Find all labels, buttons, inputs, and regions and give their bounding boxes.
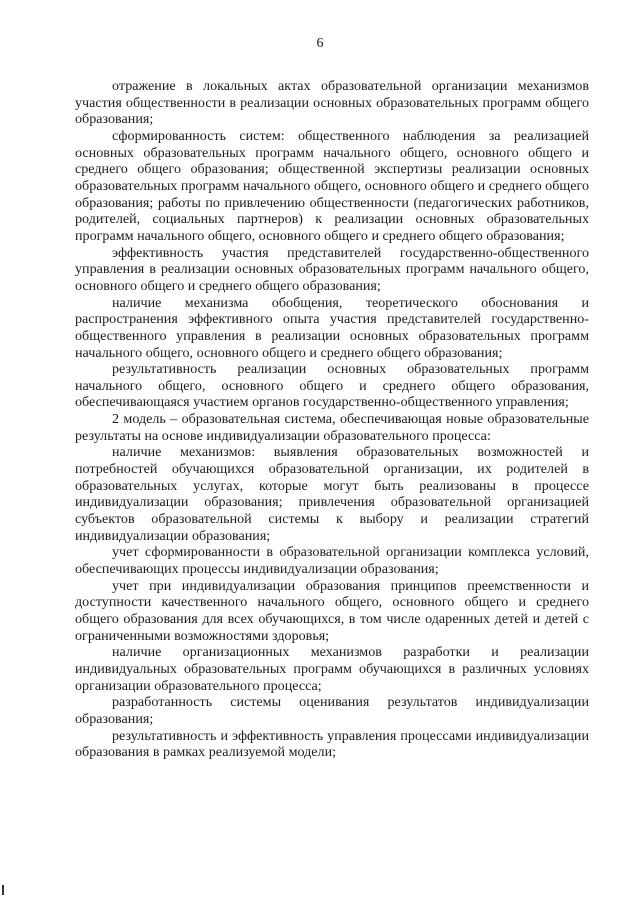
paragraph: результативность реализации основных образовательных программ начального общего, основного общего и среднего общего образования, обеспечивающаяся участием органов государственно-общественного управления;: [75, 361, 589, 411]
paragraph: 2 модель – образовательная система, обеспечивающая новые образовательные результаты на основе индивидуализации образовательного процесса:: [75, 411, 589, 444]
paragraph: наличие механизмов: выявления образовательных возможностей и потребностей обучающихся образовательной организации, их родителей в образовательных услугах, которые могут быть реализованы в процессе индивидуализации образования; привлечения образовательной организацией субъектов образовательной системы к выбору и реализации стратегий индивидуализации образования;: [75, 444, 589, 544]
paragraph: учет при индивидуализации образования принципов преемственности и доступности качественного начального общего, основного общего и среднего общего образования для всех обучающихся, в том числе одаренных детей и детей с ограниченными возможностями здоровья;: [75, 577, 589, 644]
paragraph: результативность и эффективность управления процессами индивидуализации образования в рамках реализуемой модели;: [75, 727, 589, 761]
document-body: [75, 78, 589, 761]
paragraph: наличие организационных механизмов разработки и реализации индивидуальных образовательных программ обучающихся в различных условиях организации образовательного процесса;: [75, 644, 589, 694]
paragraph: эффективность участия представителей государственно-общественного управления в реализации основных образовательных программ начального общего, основного общего и среднего общего образования;: [75, 244, 589, 294]
page-number: 6: [316, 36, 324, 51]
paragraph: сформированность систем: общественного наблюдения за реализацией основных образовательных программ начального общего, основного общего и среднего общего образования; общественной экспертизы реализации основных образовательных программ начального общего, основного общего и среднего общего образования; работы по привлечению общественности (педагогических работников, родителей, социальных партнеров) к реализации основных образовательных программ начального общего, основного общего и среднего общего образования;: [75, 127, 589, 244]
paragraph: отражение в локальных актах образовательной организации механизмов участия общественности в реализации основных образовательных программ общего образования;: [75, 78, 589, 128]
paragraph: разработанность системы оценивания результатов индивидуализации образования;: [75, 694, 589, 727]
scan-edge-mark: [2, 885, 4, 895]
paragraph: наличие механизма обобщения, теоретического обоснования и распространения эффективного опыта участия представителей государственно-общественного управления в реализации основных образовательных программ начального общего, основного общего и среднего общего образования;: [75, 294, 589, 361]
paragraph: учет сформированности в образовательной организации комплекса условий, обеспечивающих процессы индивидуализации образования;: [75, 544, 589, 578]
